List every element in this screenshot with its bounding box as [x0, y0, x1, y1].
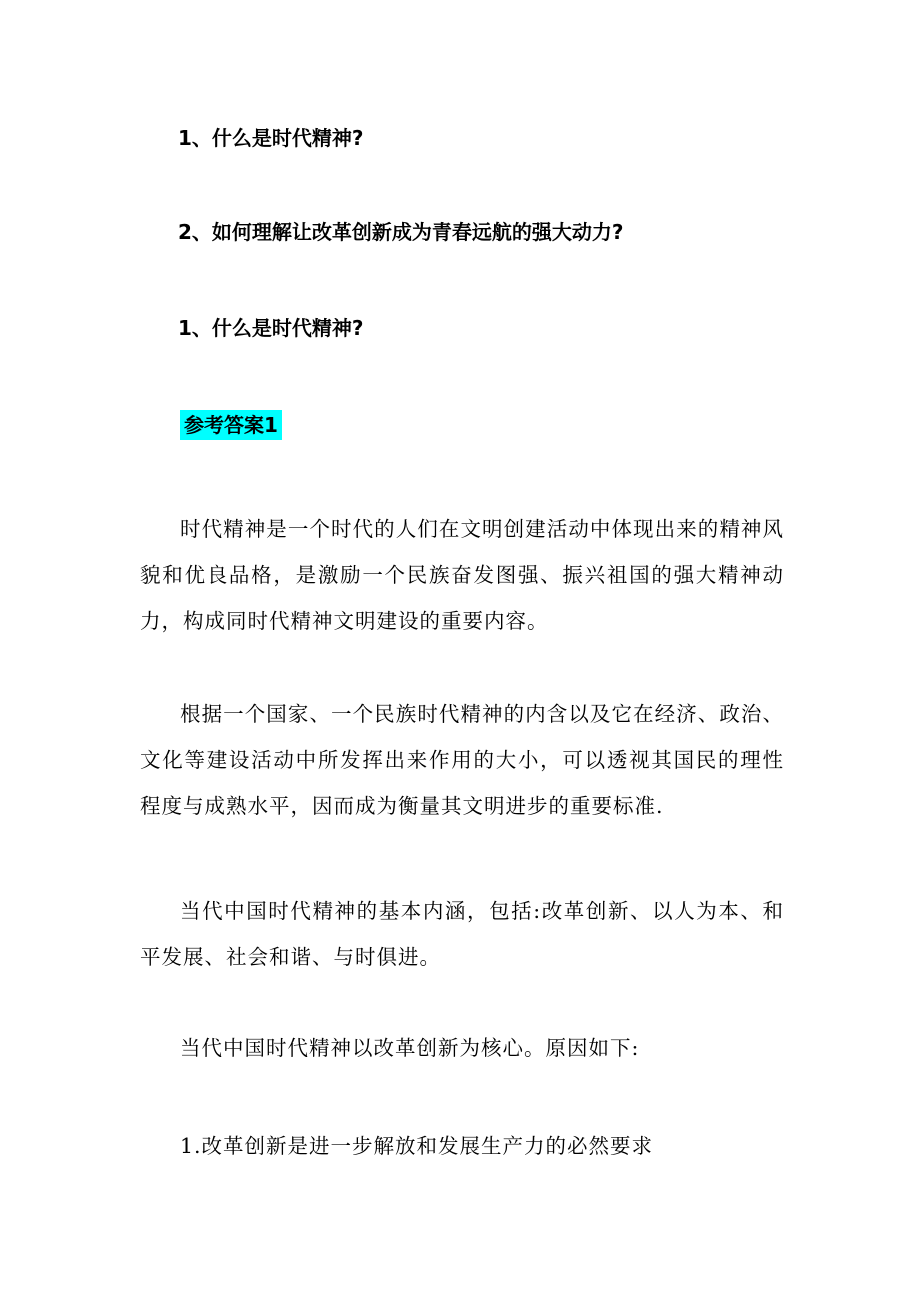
answer-label-highlighted: 参考答案1	[180, 410, 282, 440]
question-1-repeat: 1、什么是时代精神?	[178, 316, 364, 340]
paragraph-definition: 时代精神是一个时代的人们在文明创建活动中体现出来的精神风貌和优良品格，是激励一个民族奋发图强、振兴祖国的强大精神动力，构成同时代精神文明建设的重要内容。	[140, 517, 784, 633]
paragraph-reason-1: 1.改革创新是进一步解放和发展生产力的必然要求	[180, 1134, 654, 1158]
paragraph-significance: 根据一个国家、一个民族时代精神的内含以及它在经济、政治、文化等建设活动中所发挥出来作用的大小，可以透视其国民的理性程度与成熟水平，因而成为衡量其文明进步的重要标准.	[140, 702, 784, 818]
question-1: 1、什么是时代精神?	[178, 126, 364, 150]
question-2: 2、如何理解让改革创新成为青春远航的强大动力?	[178, 220, 624, 244]
paragraph-core: 当代中国时代精神以改革创新为核心。原因如下:	[180, 1036, 640, 1060]
paragraph-basic-connotation: 当代中国时代精神的基本内涵，包括:改革创新、以人为本、和平发展、社会和谐、与时俱进。	[140, 899, 784, 969]
